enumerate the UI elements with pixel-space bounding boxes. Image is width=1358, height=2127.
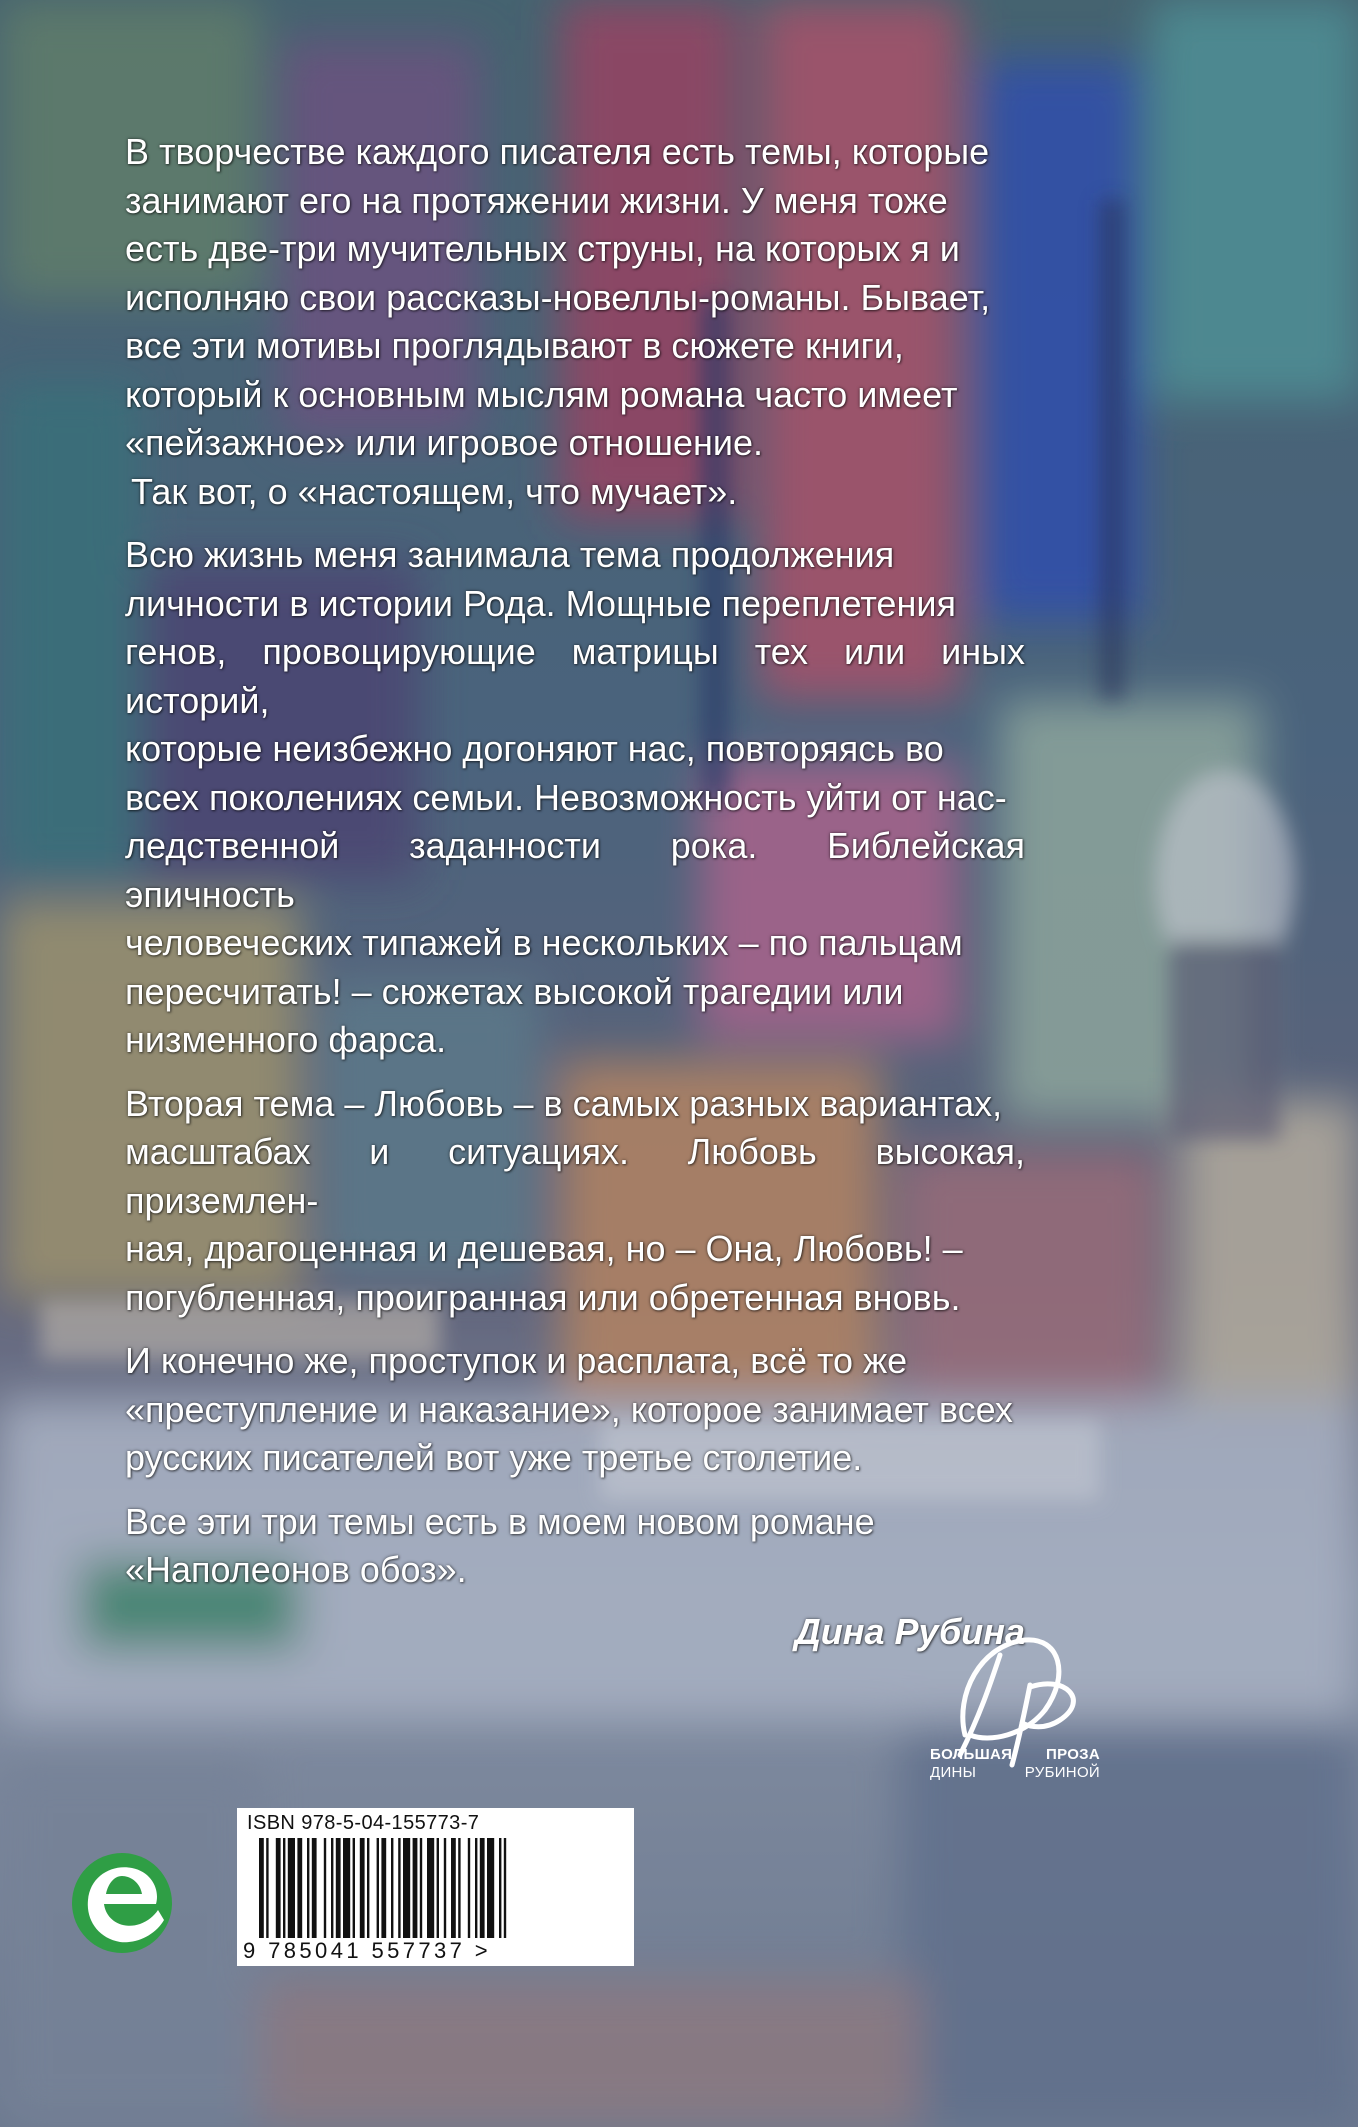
paragraph-3 <box>125 1080 1025 1323</box>
paragraph-5 <box>125 1498 1025 1595</box>
text-line: Всю жизнь меня занимала тема продолжения <box>125 534 895 575</box>
text-line: занимают его на протяжении жизни. У меня тоже <box>125 179 948 221</box>
text-line: ная, драгоценная и дешевая, но – Она, Любовь! – <box>125 1228 963 1269</box>
text-line: «пейзажное» или игровое отношение. <box>125 422 764 463</box>
text-line: генов, провоцирующие матрицы тех или иных историй, <box>125 631 1025 721</box>
barcode <box>259 1838 611 1938</box>
text-line: масштабах и ситуациях. Любовь высокая, приземлен- <box>125 1131 1025 1221</box>
text-line: которые неизбежно догоняют нас, повторяясь во <box>125 728 944 769</box>
text-line: низменного фарса. <box>125 1019 447 1060</box>
isbn-barcode-block <box>237 1808 634 1966</box>
isbn-number: ISBN 978-5-04-155773-7 <box>247 1812 480 1834</box>
eksmo-e-icon <box>60 1838 190 1968</box>
paragraph-4 <box>125 1337 1025 1483</box>
text-line: исполняю свои рассказы-новеллы-романы. Бывает, <box>125 276 991 318</box>
text-line: Все эти три темы есть в моем новом романе <box>125 1500 875 1542</box>
text-line: всех поколениях семьи. Невозможность уйти от нас- <box>125 776 1007 818</box>
text-line: который к основным мыслям романа часто имеет <box>125 373 958 415</box>
barcode-digits: 9 785041 557737 > <box>243 1938 492 1963</box>
paragraph-2 <box>125 531 1025 1065</box>
paragraph-1 <box>125 128 1025 516</box>
text-line: Так вот, о «настоящем, что мучает». <box>131 470 738 512</box>
annotation-text <box>125 128 1025 1656</box>
text-line: личности в истории Рода. Мощные переплетения <box>125 582 956 624</box>
author-signature: Дина Рубина <box>794 1610 1025 1652</box>
text-line: И конечно же, проступок и расплата, всё то же <box>125 1340 908 1381</box>
text-line: все эти мотивы проглядывают в сюжете книги, <box>125 325 904 366</box>
text-line: В творчестве каждого писателя есть темы, которые <box>125 131 990 172</box>
text-line: «преступление и наказание», которое занимает всех <box>125 1388 1013 1430</box>
text-line: «Наполеонов обоз». <box>125 1549 467 1590</box>
series-word-4: РУБИНОЙ <box>1024 1764 1100 1781</box>
series-word-3: ДИНЫ <box>930 1764 977 1781</box>
text-line: есть две-три мучительных струны, на которых я и <box>125 228 960 269</box>
text-line: погубленная, проигранная или обретенная вновь. <box>125 1276 961 1318</box>
series-word-1: БОЛЬШАЯ <box>930 1746 1013 1763</box>
series-word-2: ПРОЗА <box>1046 1746 1100 1763</box>
series-label <box>930 1746 1100 1782</box>
text-line: ледственной заданности рока. Библейская эпичность <box>125 825 1025 915</box>
text-line: Вторая тема – Любовь – в самых разных вариантах, <box>125 1082 1003 1124</box>
text-line: русских писателей вот уже третье столетие. <box>125 1437 863 1478</box>
text-line: человеческих типажей в нескольких – по пальцам <box>125 922 963 963</box>
text-line: пересчитать! – сюжетах высокой трагедии или <box>125 970 904 1012</box>
